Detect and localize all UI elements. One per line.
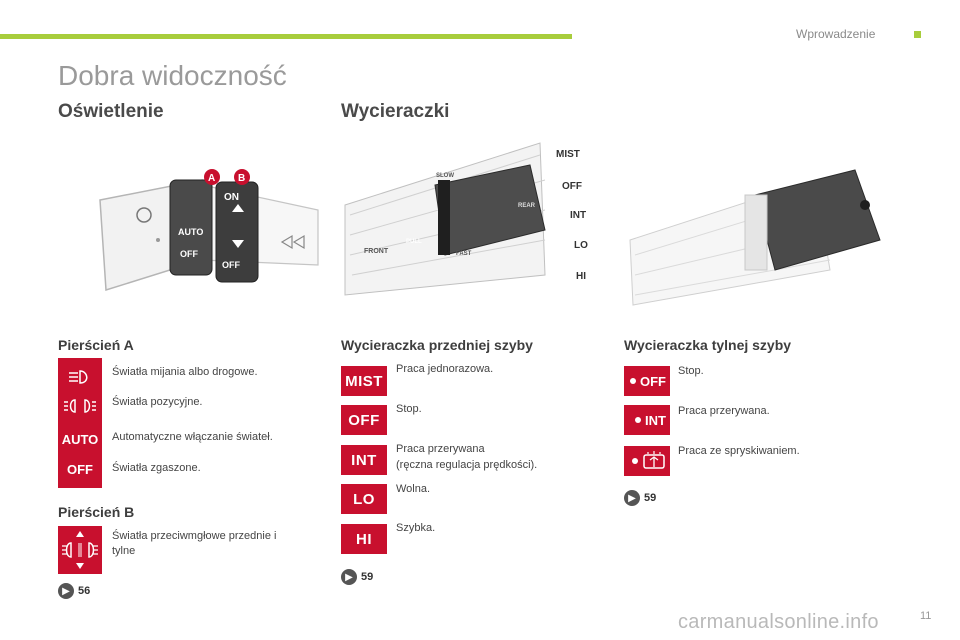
page-ref-56[interactable]: [58, 583, 90, 599]
rear-item-text: Praca przerywana.: [678, 405, 770, 417]
off-badge: OFF: [341, 405, 387, 435]
wipers-heading: Wycieraczki: [341, 101, 450, 122]
page-ref-59-front[interactable]: [341, 569, 373, 585]
rear-wiper-stalk-illustration: [625, 160, 885, 308]
mist-badge: MIST: [341, 366, 387, 396]
page-ref-arrow-icon: ▶: [58, 583, 74, 599]
section-label: Wprowadzenie: [796, 27, 876, 41]
page-ref-number: 59: [361, 571, 374, 583]
front-wiper-stalk-illustration: [340, 135, 595, 305]
int-badge: INT: [341, 445, 387, 475]
lighting-stalk-illustration: [92, 160, 320, 310]
low-high-beam-icon: [58, 363, 102, 391]
page-ref-59-rear[interactable]: [624, 490, 656, 506]
rear-item-text: Praca ze spryskiwaniem.: [678, 445, 800, 457]
front-item-text: Praca przerywana: [396, 443, 485, 455]
rear-off-badge-label: OFF: [640, 373, 666, 389]
front-item-text: Wolna.: [396, 483, 431, 495]
ring-a-item-text: Światła pozycyjne.: [112, 396, 203, 408]
ring-a-marker: A: [208, 173, 216, 184]
stalk-rear-label: REAR: [518, 203, 536, 209]
ring-b-heading: Pierścień B: [58, 504, 135, 520]
page-ref-number: 59: [644, 492, 657, 504]
ring-a-item-text: Światła zgaszone.: [112, 462, 201, 474]
diagram-int-label: INT: [570, 210, 587, 221]
ring-b-on-label: ON: [224, 192, 239, 203]
page-ref-arrow-icon: ▶: [341, 569, 357, 585]
washer-icon: [642, 451, 666, 471]
front-item-text: Praca jednorazowa.: [396, 363, 494, 375]
page-number: 11: [920, 610, 932, 622]
ring-a-auto-label: AUTO: [178, 227, 204, 237]
ring-b-text: Światła przeciwmgłowe przednie i: [112, 530, 277, 542]
dot-icon: [632, 458, 638, 464]
auto-label: AUTO: [61, 431, 99, 447]
dot-icon: [635, 417, 641, 423]
front-item-text: Szybka.: [396, 522, 436, 534]
dot-icon: [630, 378, 636, 384]
rear-int-badge: [624, 405, 670, 435]
ring-a-item-text: Automatyczne włączanie świateł.: [112, 431, 273, 443]
stalk-slow-label: SLOW: [436, 173, 454, 179]
rear-wiper-heading: Wycieraczka tylnej szyby: [624, 337, 792, 353]
fog-lights-icon: [58, 526, 102, 574]
page-ref-arrow-icon: ▶: [624, 490, 640, 506]
section-marker: [914, 31, 921, 38]
ring-b-marker: B: [238, 173, 246, 184]
stalk-pull-label: PULL: [406, 239, 422, 245]
rear-washer-badge: [624, 446, 670, 476]
diagram-hi-label: HI: [576, 271, 586, 282]
lo-badge: LO: [341, 484, 387, 514]
ring-b-text-continued: tylne: [112, 545, 136, 557]
ring-a-off-label: OFF: [180, 249, 198, 259]
page-ref-number: 56: [78, 585, 91, 597]
hi-badge: HI: [341, 524, 387, 554]
diagram-lo-label: LO: [574, 240, 588, 251]
stalk-fast-label: FAST: [456, 251, 472, 257]
side-lights-icon: [58, 392, 102, 420]
front-wiper-heading: Wycieraczka przedniej szyby: [341, 337, 533, 353]
diagram-mist-label: MIST: [556, 149, 580, 160]
diagram-off-label: OFF: [562, 181, 582, 192]
front-item-text: Stop.: [396, 403, 422, 415]
front-item-text-continued: (ręczna regulacja prędkości).: [396, 459, 538, 471]
stalk-front-label: FRONT: [364, 248, 389, 255]
header-accent-bar: [0, 34, 572, 39]
rear-off-badge: [624, 366, 670, 396]
watermark: carmanualsonline.info: [678, 611, 879, 633]
lighting-heading: Oświetlenie: [58, 101, 164, 122]
ring-b-off-label: OFF: [222, 260, 240, 270]
ring-a-item-text: Światła mijania albo drogowe.: [112, 366, 258, 378]
ring-a-heading: Pierścień A: [58, 337, 134, 353]
rear-int-badge-label: INT: [645, 412, 666, 428]
off-label: OFF: [67, 461, 93, 477]
page-title: Dobra widoczność: [58, 60, 287, 91]
rear-item-text: Stop.: [678, 365, 704, 377]
